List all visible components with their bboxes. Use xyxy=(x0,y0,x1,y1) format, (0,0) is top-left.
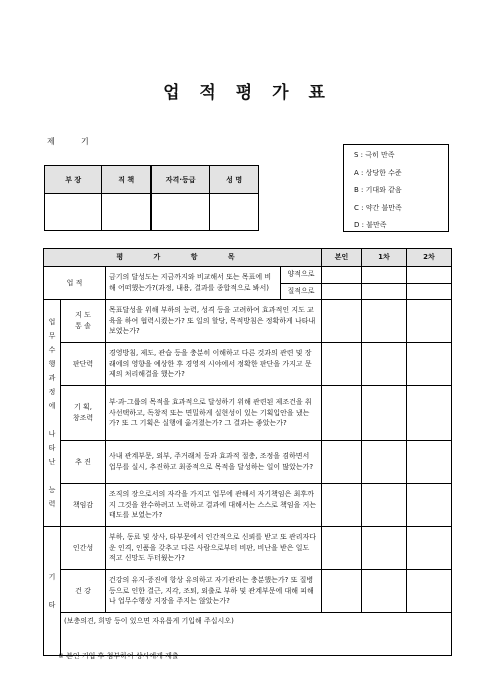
category-char: 난 xyxy=(48,458,56,466)
header-first: 1차 xyxy=(362,249,407,267)
achievement-text: 금기의 달성도는 지금까지와 비교해서 또는 목표에 비해 어떠했는가?(과정, 내용, 결과를 종합적으로 봐서) xyxy=(106,267,281,300)
category-char xyxy=(44,584,60,598)
criterion-text: 부하, 동료 및 상사, 타부문에서 인간적으로 신뢰를 받고 또 관리자다운 인격, 인품을 갖추고 다른 사람으로부터 비판, 비난을 받은 일도 적고 신망도 두터웠는가? xyxy=(106,527,322,570)
approval-cell-position[interactable] xyxy=(102,194,151,231)
criterion-judgment: 판단력 xyxy=(61,343,106,386)
approval-header-grade: 자격·등급 xyxy=(151,166,210,194)
score-cell[interactable] xyxy=(322,570,362,613)
criterion-text: 경영방침, 제도, 관습 등을 충분히 이해하고 다른 것과의 관련 및 장래에의 영향을 예상한 후 경영적 시야에서 정확한 판단을 가지고 문제의 처리해결을 했는가? xyxy=(106,343,322,386)
category-char: 기 xyxy=(48,573,56,581)
score-cell[interactable] xyxy=(407,267,452,284)
remarks-field[interactable]: (보충의견, 희망 등이 있으면 자유롭게 기입해 주십시오) xyxy=(61,613,452,656)
score-cell[interactable] xyxy=(362,527,407,570)
criterion-health: 건 강 xyxy=(61,570,106,613)
approval-header-dept-head: 부 장 xyxy=(45,166,102,194)
footnote: ※ 본인 기입 후 첨부하여 상사에게 제출 xyxy=(58,652,179,660)
score-cell[interactable] xyxy=(362,343,407,386)
score-cell[interactable] xyxy=(322,267,362,284)
criterion-text: 조직의 장으로서의 자각을 가지고 업무에 관해서 자기책임은 최후까지 그것을 완수하려고 노력하고 결과에 대해서는 스스로 책임을 지는 태도를 보였는가? xyxy=(106,484,322,527)
criterion-text: 사내 관계부문, 외부, 주거래처 등과 효과적 절충, 조정을 겸하면서 업무를 실시, 추진하고 최종적으로 목적을 달성하는 일이 많았는가? xyxy=(106,441,322,484)
category-char: 에 xyxy=(48,402,56,410)
legend-item: D : 불만족 xyxy=(354,221,387,229)
criterion-text: 부·과·그룹의 목적을 효과적으로 달성하기 위해 관련된 제조건을 취사선택하고, 독창적 또는 면밀하게 실현성이 있는 기획입안을 냈는가? 또 그 기획은 실행에 옮겨졌는가? 그 결과는 좋았는가? xyxy=(106,386,322,441)
category-char: 수 xyxy=(48,346,56,354)
etc-category xyxy=(44,527,61,656)
header-second: 2차 xyxy=(407,249,452,267)
category-char: 타 xyxy=(48,444,56,452)
criterion-execution: 추 진 xyxy=(61,441,106,484)
approval-cell-grade[interactable] xyxy=(151,194,210,231)
approval-cell-name[interactable] xyxy=(210,194,259,231)
score-cell[interactable] xyxy=(362,484,407,527)
category-char: 능 xyxy=(48,486,56,494)
score-cell[interactable] xyxy=(407,283,452,300)
term-label: 제 기 xyxy=(47,137,91,146)
score-cell[interactable] xyxy=(322,386,362,441)
criterion-character: 인간성 xyxy=(61,527,106,570)
score-cell[interactable] xyxy=(362,267,407,284)
category-char: 행 xyxy=(48,360,56,368)
approval-cell-dept-head[interactable] xyxy=(45,194,102,231)
score-cell[interactable] xyxy=(322,484,362,527)
category-char: 력 xyxy=(48,500,56,508)
criterion-text: 건강의 유지·증진에 항상 유의하고 자기관리는 충분했는가? 또 질병 등으로 인한 결근, 지각, 조퇴, 외출로 부하 및 관계부문에 대해 피해나 업무수행상 지장을 주지는 않았는가? xyxy=(106,570,322,613)
legend-item: A : 상당한 수준 xyxy=(354,168,402,177)
score-cell[interactable] xyxy=(322,300,362,343)
score-cell[interactable] xyxy=(362,283,407,300)
category-char: 과 xyxy=(48,374,56,382)
approval-table xyxy=(44,165,259,231)
header-evaluation-items: 평 가 항 목 xyxy=(44,249,322,267)
category-char: 나 xyxy=(48,430,56,438)
score-cell[interactable] xyxy=(362,386,407,441)
score-cell[interactable] xyxy=(407,343,452,386)
score-cell[interactable] xyxy=(407,484,452,527)
score-cell[interactable] xyxy=(407,386,452,441)
evaluation-table xyxy=(43,248,452,656)
score-cell[interactable] xyxy=(322,527,362,570)
score-cell[interactable] xyxy=(322,441,362,484)
legend-item: S : 극히 만족 xyxy=(354,151,395,159)
approval-header-position: 직 책 xyxy=(102,166,151,194)
criterion-leadership: 지 도 통 솔 xyxy=(61,300,106,343)
score-cell[interactable] xyxy=(407,570,452,613)
achievement-label: 업 적 xyxy=(44,267,106,300)
category-char xyxy=(44,413,60,427)
score-cell[interactable] xyxy=(322,343,362,386)
criterion-planning: 기 획, 창조력 xyxy=(61,386,106,441)
category-char: 타 xyxy=(48,601,56,609)
category-char: 무 xyxy=(48,332,56,340)
score-cell[interactable] xyxy=(362,441,407,484)
page-title: 업 적 평 가 표 xyxy=(163,83,332,103)
score-cell[interactable] xyxy=(362,300,407,343)
rating-legend xyxy=(343,144,449,232)
legend-item: C : 약간 불만족 xyxy=(354,203,402,212)
score-cell[interactable] xyxy=(362,570,407,613)
process-category xyxy=(44,300,61,527)
header-self: 본인 xyxy=(322,249,362,267)
category-char: 정 xyxy=(48,388,56,396)
legend-item: B : 기대와 같음 xyxy=(354,186,402,194)
category-char xyxy=(44,469,60,483)
score-cell[interactable] xyxy=(407,441,452,484)
score-cell[interactable] xyxy=(322,283,362,300)
score-cell[interactable] xyxy=(407,300,452,343)
approval-header-name: 성 명 xyxy=(210,166,259,194)
achievement-quality: 질적으로 xyxy=(281,283,322,300)
score-cell[interactable] xyxy=(407,527,452,570)
category-char: 업 xyxy=(48,318,56,326)
criterion-responsibility: 책임감 xyxy=(61,484,106,527)
achievement-quantity: 양적으로 xyxy=(281,267,322,284)
criterion-text: 목표달성을 위해 부하의 능력, 성격 등을 고려하여 효과적인 지도 교육을 하여 협력시켰는가? 또 일의 할당, 목적방침은 정확하게 나타내 보였는가? xyxy=(106,300,322,343)
